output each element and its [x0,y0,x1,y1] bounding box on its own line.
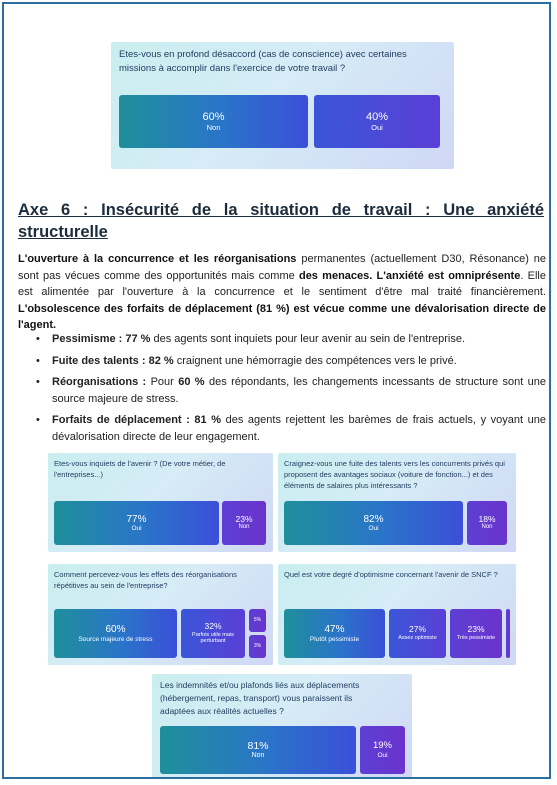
option-label: Oui [131,525,142,533]
poll-option-overflow [506,609,510,658]
intro-bold-3: L'obsolescence des forfaits de déplacement (81 %) est vécue comme une dévalorisation directe de l'agent. [18,302,546,331]
option-label: Très pessimiste [456,635,496,642]
bullet-text: Pour [146,376,179,388]
option-label: Source majeure de stress [78,635,153,643]
poll-option-non [160,726,356,774]
bullet-dot-icon: • [36,333,40,345]
poll-option-oui [314,95,440,148]
bullet-text: des agents sont inquiets pour leur avenir au sein de l'entreprise. [150,333,466,345]
option-percent: 60% [105,624,126,636]
bullet-dot-icon: • [36,376,40,388]
bullet-bold: Pessimisme : 77 % [52,333,151,345]
bullet-bold-2: 60 % [178,376,205,388]
poll-question: Comment percevez-vous les effets des réorganisations répétitives au sein de l'entreprise? [54,570,237,590]
intro-paragraph [18,251,546,334]
poll-question: Quel est votre degré d'optimisme concernant l'avenir de SNCF ? [284,570,498,579]
option-percent: 82% [363,513,384,525]
intro-text-2: . Elle est alimentée par l'ouverture à la concurrence et le sentiment d'être mal traité financièrement. [18,269,546,298]
option-label: Oui [368,525,379,533]
poll-card-indemnites [152,674,412,779]
option-label: Non [481,524,493,531]
poll-option-non [222,501,266,545]
poll-option-parfois-utile [181,609,245,658]
option-percent: 18% [478,513,496,524]
option-percent: 81% [247,739,269,752]
option-percent: 3% [253,642,262,649]
document-page [2,2,551,779]
poll-option-assez-optimiste [389,609,446,658]
option-label: Non [251,752,265,759]
intro-bold-1: L'ouverture à la concurrence et les réorganisations [18,253,297,265]
poll-option-5pct [249,609,266,632]
option-percent: 32% [204,621,222,632]
poll-question: Craignez-vous une fuite des talents vers les concurrents privés qui proposent des avantages sociaux (voiture de fonction...) et des éléments de salaires plus intéressants ? [284,459,505,490]
option-percent: 23% [235,513,253,524]
poll-option-stress [54,609,177,658]
option-percent: 19% [372,739,392,751]
bullet-dot-icon: • [36,414,40,426]
poll-card-avenir [48,453,273,552]
option-label: Plutôt pessimiste [309,635,360,643]
poll-question: Etes-vous inquiets de l'avenir ? (De votre métier, de l'entreprises...) [54,459,226,479]
poll-option-oui [360,726,405,774]
poll-card-desaccord [111,42,454,169]
option-label: Non [206,122,221,132]
option-percent: 47% [324,624,345,636]
option-percent: 77% [126,513,147,525]
section-title-line1: Axe 6 : Insécurité de la situation de travail : Une anxiété [18,201,544,219]
poll-question: Etes-vous en profond désaccord (cas de conscience) avec certaines missions à accomplir dans l'exercice de votre travail ? [119,49,407,74]
option-percent: 5% [253,616,262,623]
option-percent: 40% [365,110,389,123]
option-percent: 23% [467,624,485,635]
option-label: Oui [371,122,383,132]
poll-option-non [467,501,507,545]
poll-option-oui [54,501,219,545]
bullet-text: des agents rejettent les barèmes de frais actuels, y voyant une dévalorisation directe de leur engagement. [52,414,547,443]
option-label: Parfois utile mais perturbant [192,632,234,645]
option-percent: 60% [202,110,225,123]
list-item [18,353,546,370]
poll-card-optimisme [278,564,516,665]
option-label: Oui [377,751,388,759]
section-title-line2: structurelle [18,223,108,241]
option-label: Assez optimiste [398,635,437,642]
bullet-bold: Réorganisations : [52,376,147,388]
poll-card-reorganisations [48,564,273,665]
bullet-bold: Fuite des talents : 82 % [52,354,174,367]
poll-option-3pct [249,635,266,658]
list-item [18,374,546,407]
bullet-text-2: des répondants, les changements incessants de structure sont une source majeure de stress. [52,376,546,405]
bullet-dot-icon: • [36,354,40,367]
option-percent: 27% [408,624,426,635]
poll-question: Les indemnités et/ou plafonds liés aux déplacements (hébergement, repas, transport) vous paraissent ils adaptées aux réalités actuelles ? [160,680,360,716]
poll-card-fuite [278,453,516,552]
bullet-text: craignent une hémorragie des compétences vers le privé. [173,354,457,367]
bullet-bold: Forfaits de déplacement : 81 % [52,414,222,426]
findings-list [18,331,546,450]
poll-option-tres-pessimiste [450,609,502,658]
poll-option-oui [284,501,463,545]
option-label: Non [238,524,250,531]
intro-text-1: permanentes (actuellement D30, Résonance) ne sont pas vécues comme des opportunités mais comme [18,253,546,282]
list-item [18,412,546,445]
poll-option-non [119,95,308,148]
poll-option-plutot-pessimiste [284,609,385,658]
intro-bold-2: des menaces. L'anxiété est omniprésente [298,269,521,282]
list-item [18,331,546,348]
